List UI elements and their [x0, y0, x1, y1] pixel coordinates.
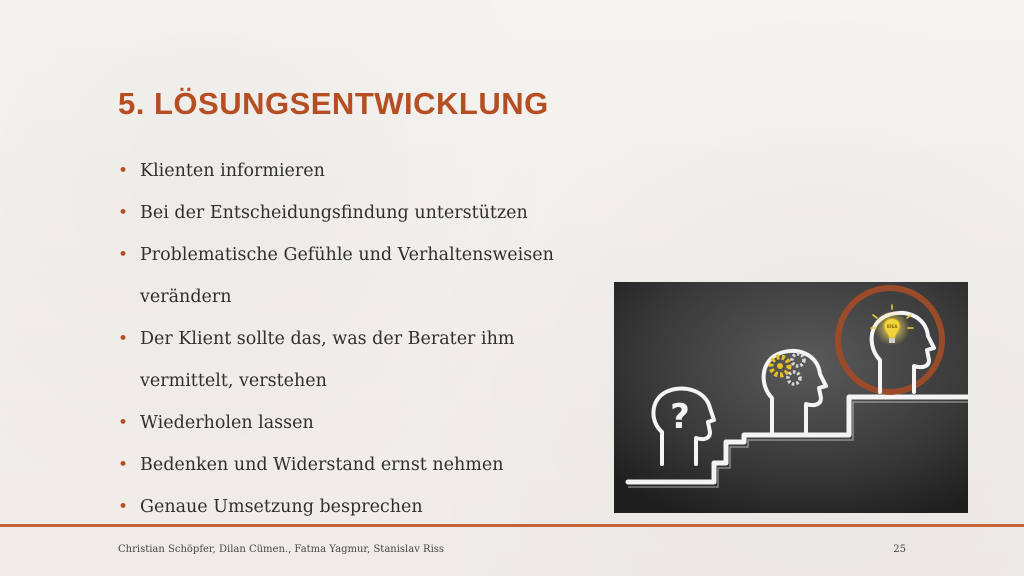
- list-item: [118, 192, 638, 234]
- bullet-icon: •: [118, 455, 129, 475]
- chalkboard-image: [614, 282, 968, 513]
- slide-title: 5. LÖSUNGSENTWICKLUNG: [118, 86, 549, 121]
- bullet-text: Problematische Gefühle und Verhaltensweisen verändern: [140, 245, 554, 307]
- bullet-icon: •: [118, 497, 129, 517]
- bullet-text-line-1: Der Klient sollte das, was der Berater ihm: [140, 329, 515, 349]
- bullet-list: [118, 150, 638, 528]
- footer-authors: Christian Schöpfer, Dilan Cümen., Fatma Yagmur, Stanislav Riss: [118, 544, 445, 555]
- question-mark-icon: ?: [670, 397, 690, 437]
- list-item: [118, 318, 638, 402]
- bullet-icon: •: [118, 245, 129, 265]
- bullet-text: Genaue Umsetzung besprechen: [140, 497, 423, 517]
- page-number: 25: [893, 544, 906, 555]
- svg-text:IDEA: IDEA: [886, 324, 898, 329]
- list-item: [118, 234, 638, 318]
- footer-divider: [0, 524, 1024, 527]
- bullet-icon: •: [118, 161, 129, 181]
- bullet-icon: •: [118, 329, 129, 349]
- bullet-icon: •: [118, 203, 129, 223]
- bullet-icon: •: [118, 413, 129, 433]
- list-item: [118, 402, 638, 444]
- bullet-text: Wiederholen lassen: [140, 413, 314, 433]
- bullet-text: Klienten informieren: [140, 161, 325, 181]
- bullet-text: Bei der Entscheidungsfindung unterstützen: [140, 203, 528, 223]
- bullet-text-line-2: vermittelt, verstehen: [140, 371, 327, 391]
- list-item: [118, 486, 638, 528]
- bullet-text: Bedenken und Widerstand ernst nehmen: [140, 455, 504, 475]
- list-item: [118, 444, 638, 486]
- list-item: [118, 150, 638, 192]
